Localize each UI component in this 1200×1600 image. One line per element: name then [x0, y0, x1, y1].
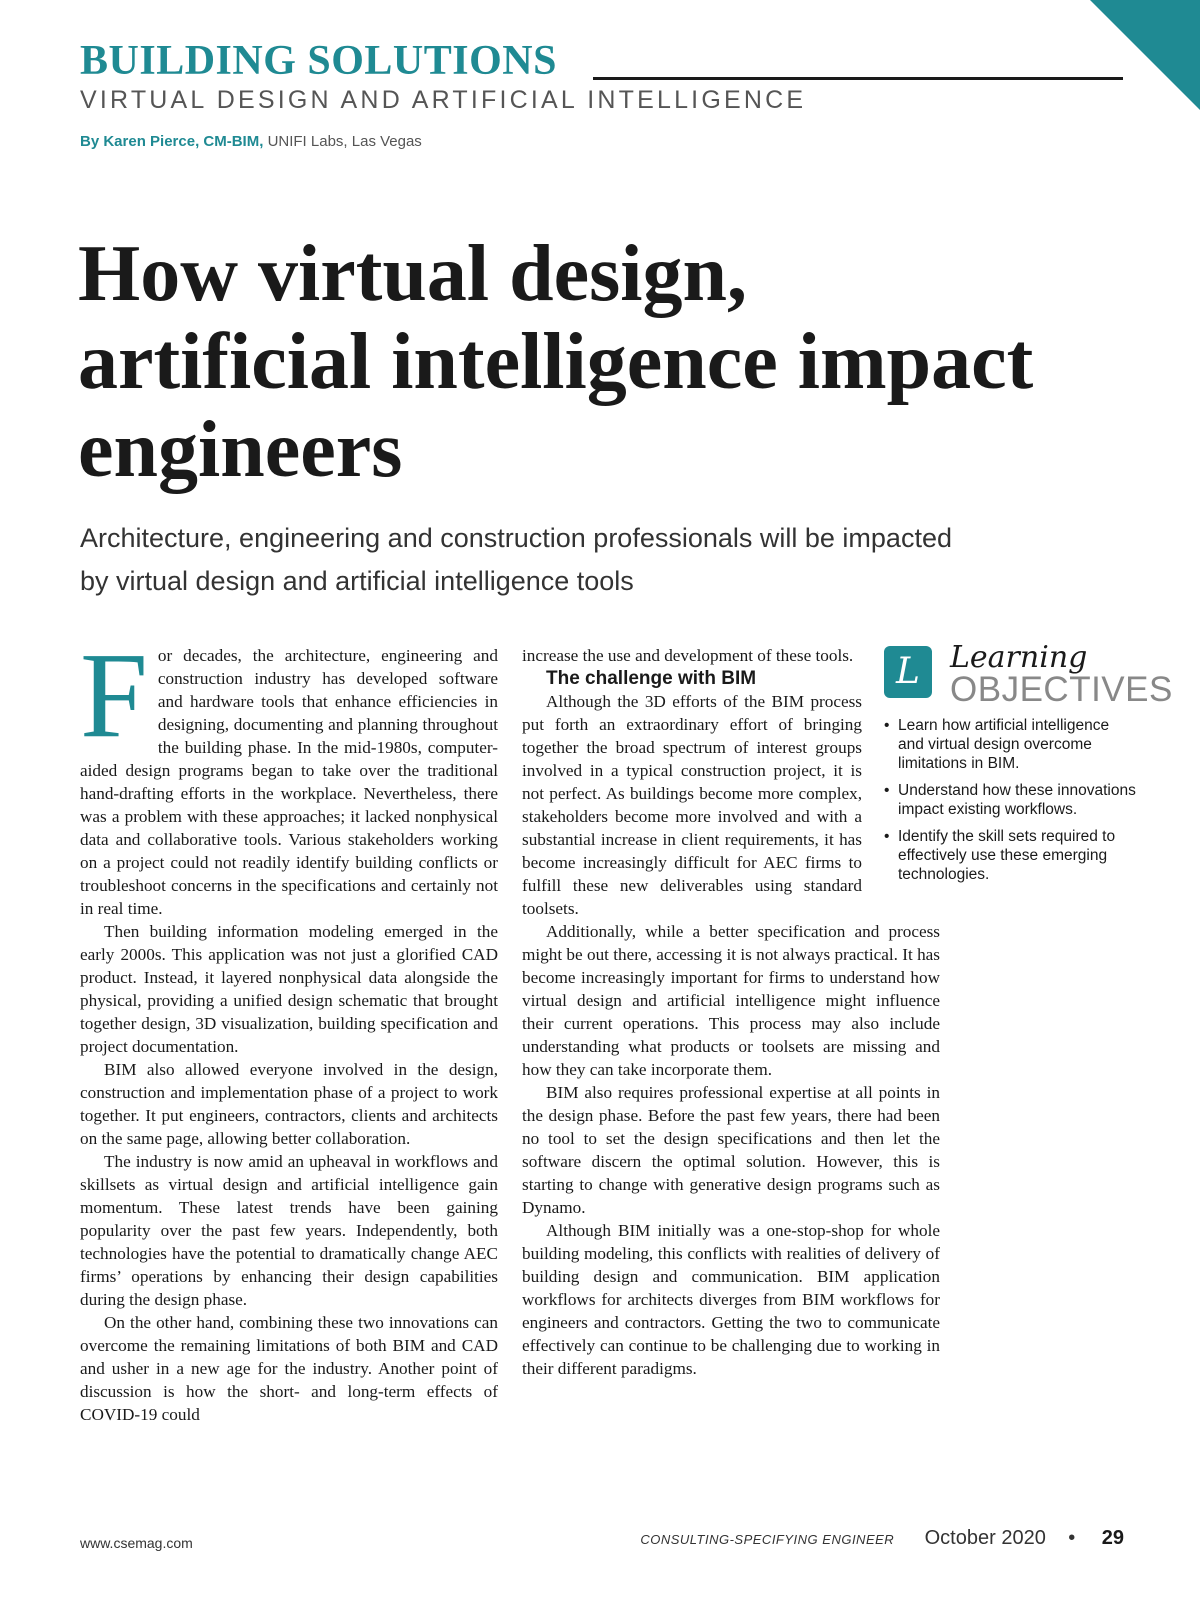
article-paragraph: Although the 3D efforts of the BIM process put forth an extraordinary effort of bringing together the broad spectrum of interest groups involved in a typical construction project, it is not perfect. As buildings become more complex, stakeholders become more involved and with a substantial increase in client requirements, it has become increasingly difficult for AEC firms to fulfill these new deliverables using standard toolsets. [522, 692, 862, 918]
article-subhead: The challenge with BIM [546, 668, 757, 689]
objectives-list [884, 716, 1139, 892]
byline-author: By Karen Pierce, CM-BIM, [80, 133, 264, 150]
objective-item: • Identify the skill sets required to effectively use these emerging technologies. [884, 827, 1139, 884]
page-number: 29 [1101, 1527, 1124, 1549]
article-paragraph: On the other hand, combining these two innovations can overcome the remaining limitations of both BIM and CAD and usher in a new age for the industry. Another point of discussion is how the short- and long-term effects of COVID-19 could [80, 1313, 498, 1424]
objective-item: • Understand how these innovations impact existing workflows. [884, 781, 1139, 819]
article-paragraph: BIM also allowed everyone involved in the design, construction and implementation phase of a project to work together. It put engineers, contractors, clients and architects on the same page, allowing better collaboration. [80, 1060, 498, 1148]
section-title: BUILDING SOLUTIONS [80, 38, 557, 84]
objective-item: • Learn how artificial intelligence and virtual design overcome limitations in BIM. [884, 716, 1139, 773]
footer-date: October 2020 [924, 1527, 1046, 1549]
footer-folio [640, 1527, 1124, 1550]
byline-affiliation: UNIFI Labs, Las Vegas [267, 133, 422, 150]
section-subtitle: VIRTUAL DESIGN AND ARTIFICIAL INTELLIGENCE [80, 86, 807, 114]
article-deck: Architecture, engineering and construction professionals will be impacted by virtual design and artificial intelligence tools [80, 523, 952, 596]
footer-publication: CONSULTING-SPECIFYING ENGINEER [640, 1532, 895, 1547]
learning-badge-letter: L [896, 651, 920, 692]
article-headline: How virtual design, artificial intelligence impact engineers [78, 230, 1034, 494]
article-paragraph: Additionally, while a better specification and process might be out there, accessing it is not always practical. It has become increasingly important for firms to understand how virtual design and artificial intelligence might influence their current operations. This process may also include understanding what products or toolsets are missing and how they can take incorporate them. [522, 922, 940, 1079]
article-paragraph: Although BIM initially was a one-stop-shop for whole building modeling, this conflicts with realities of delivery of building design and communication. BIM application workflows for architects diverges from BIM workflows for engineers and contractors. Getting the two to communicate effectively can continue to be challenging due to working in their different paradigms. [522, 1221, 940, 1378]
drop-cap: F [80, 628, 148, 763]
article-paragraph: increase the use and development of these tools. [522, 646, 854, 665]
section-rule-divider [593, 77, 1123, 80]
article-column-1 [80, 628, 498, 1426]
article-paragraph: Then building information modeling emerged in the early 2000s. This application was not just a glorified CAD product. Instead, it layered nonphysical data alongside the physical, providing a unified design schematic that brought together design, 3D visualization, building specification and project documentation. [80, 922, 498, 1056]
footer-separator: • [1068, 1527, 1076, 1549]
objectives-title: OBJECTIVES [950, 670, 1173, 709]
learning-badge-icon [884, 646, 932, 698]
article-paragraph: The industry is now amid an upheaval in workflows and skillsets as virtual design and artificial intelligence gain momentum. These latest trends have been gaining popularity over the past few years. Independently, both technologies have the potential to dramatically change AEC firms’ operations by enhancing their design capabilities during the design phase. [80, 1152, 498, 1309]
paragraph-text: or decades, the architecture, engineering and construction industry has developed software and hardware tools that enhance efficiencies in designing, documenting and planning throughout the building phase. In the mid-1980s, computer-aided design programs began to take over the traditional hand-drafting efforts in the workplace. Nevertheless, there was a problem with these approaches; it lacked nonphysical data and collaborative tools. Various stakeholders working on a project could not readily identify building conflicts or troubleshoot concerns in the specifications and certainly not in real time. [80, 646, 498, 918]
article-column-2 [522, 644, 940, 1380]
learning-title: Learning [950, 640, 1088, 675]
footer-website-link[interactable]: www.csemag.com [80, 1535, 193, 1551]
article-paragraph: BIM also requires professional expertise at all points in the design phase. Before the past few years, there had been no tool to set the design specifications and then let the software discern the optimal solution. However, this is starting to change with generative design programs such as Dynamo. [522, 1083, 940, 1217]
article-paragraph [80, 628, 498, 920]
byline [80, 133, 422, 150]
corner-accent-triangle [1090, 0, 1200, 110]
